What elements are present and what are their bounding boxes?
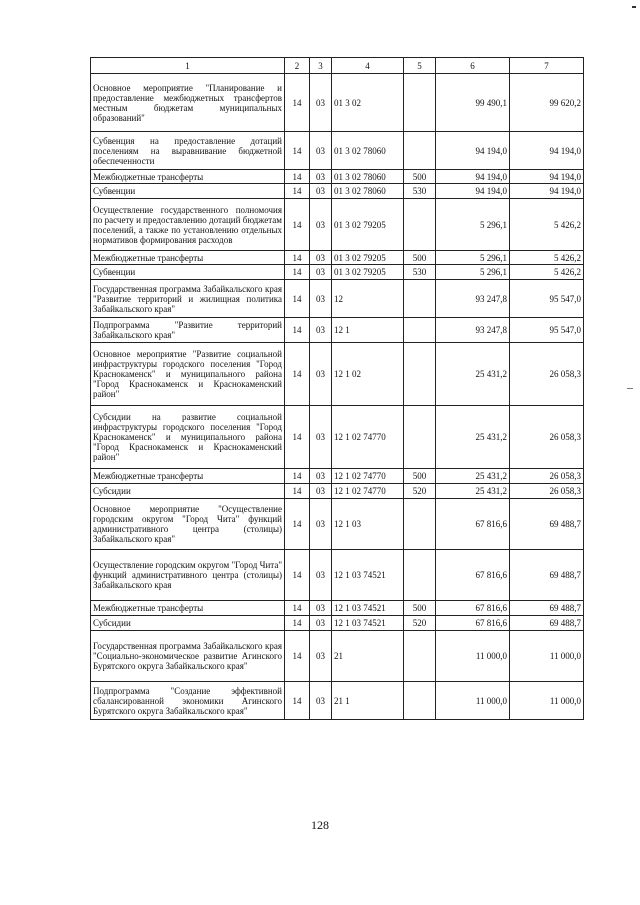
subsection-code-cell: 03 bbox=[310, 499, 332, 550]
amount-year2-cell: 26 058,3 bbox=[510, 343, 584, 406]
expense-type-cell: 530 bbox=[404, 265, 436, 280]
amount-year2-cell: 99 620,2 bbox=[510, 74, 584, 132]
target-article-cell: 12 1 03 74521 bbox=[332, 601, 404, 616]
amount-year2-cell: 69 488,7 bbox=[510, 499, 584, 550]
subsection-code-cell: 03 bbox=[310, 601, 332, 616]
section-code-cell: 14 bbox=[285, 199, 310, 251]
section-code-cell: 14 bbox=[285, 132, 310, 170]
amount-year2-cell: 5 426,2 bbox=[510, 199, 584, 251]
row-name-cell: Основное мероприятие "Планирование и предоставление межбюджетных трансфертов местным бюджетам муниципальных образований" bbox=[91, 74, 285, 132]
table-row bbox=[91, 265, 584, 280]
column-header-1: 1 bbox=[91, 58, 285, 74]
table-row bbox=[91, 170, 584, 184]
amount-year2-cell: 11 000,0 bbox=[510, 631, 584, 682]
column-header-5: 5 bbox=[404, 58, 436, 74]
table-row bbox=[91, 682, 584, 720]
target-article-cell: 12 1 02 74770 bbox=[332, 406, 404, 469]
amount-year1-cell: 5 296,1 bbox=[436, 265, 510, 280]
row-name-cell: Подпрограмма "Развитие территорий Забайкальского края" bbox=[91, 318, 285, 343]
row-name-cell: Государственная программа Забайкальского края "Развитие территорий и жилищная политика Забайкальского края" bbox=[91, 280, 285, 318]
target-article-cell: 21 1 bbox=[332, 682, 404, 720]
target-article-cell: 12 bbox=[332, 280, 404, 318]
subsection-code-cell: 03 bbox=[310, 251, 332, 265]
subsection-code-cell: 03 bbox=[310, 184, 332, 199]
amount-year2-cell: 94 194,0 bbox=[510, 132, 584, 170]
expense-type-cell: 530 bbox=[404, 184, 436, 199]
table-row bbox=[91, 343, 584, 406]
expense-type-cell bbox=[404, 280, 436, 318]
target-article-cell: 01 3 02 79205 bbox=[332, 199, 404, 251]
target-article-cell: 01 3 02 79205 bbox=[332, 251, 404, 265]
target-article-cell: 01 3 02 78060 bbox=[332, 184, 404, 199]
target-article-cell: 12 1 03 74521 bbox=[332, 616, 404, 631]
amount-year1-cell: 94 194,0 bbox=[436, 184, 510, 199]
subsection-code-cell: 03 bbox=[310, 550, 332, 601]
expense-type-cell bbox=[404, 199, 436, 251]
column-header-3: 3 bbox=[310, 58, 332, 74]
amount-year2-cell: 95 547,0 bbox=[510, 280, 584, 318]
amount-year2-cell: 5 426,2 bbox=[510, 251, 584, 265]
scan-mark bbox=[627, 388, 633, 389]
expense-type-cell bbox=[404, 406, 436, 469]
amount-year1-cell: 67 816,6 bbox=[436, 601, 510, 616]
subsection-code-cell: 03 bbox=[310, 406, 332, 469]
expense-type-cell bbox=[404, 343, 436, 406]
table-header-row bbox=[91, 58, 584, 74]
target-article-cell: 21 bbox=[332, 631, 404, 682]
amount-year1-cell: 94 194,0 bbox=[436, 170, 510, 184]
amount-year2-cell: 26 058,3 bbox=[510, 406, 584, 469]
amount-year1-cell: 25 431,2 bbox=[436, 406, 510, 469]
column-header-2: 2 bbox=[285, 58, 310, 74]
section-code-cell: 14 bbox=[285, 682, 310, 720]
expense-type-cell: 500 bbox=[404, 170, 436, 184]
amount-year1-cell: 25 431,2 bbox=[436, 469, 510, 484]
section-code-cell: 14 bbox=[285, 280, 310, 318]
row-name-cell: Межбюджетные трансферты bbox=[91, 170, 285, 184]
table-row bbox=[91, 469, 584, 484]
table-row bbox=[91, 251, 584, 265]
amount-year1-cell: 93 247,8 bbox=[436, 280, 510, 318]
section-code-cell: 14 bbox=[285, 343, 310, 406]
row-name-cell: Субсидии на развитие социальной инфраструктуры городского поселения "Город Краснокаменск" и муниципального района "Город Краснокаменск и Краснокаменский район" bbox=[91, 406, 285, 469]
target-article-cell: 01 3 02 78060 bbox=[332, 132, 404, 170]
table-row bbox=[91, 74, 584, 132]
row-name-cell: Субвенции bbox=[91, 265, 285, 280]
subsection-code-cell: 03 bbox=[310, 616, 332, 631]
row-name-cell: Субсидии bbox=[91, 616, 285, 631]
expense-type-cell bbox=[404, 631, 436, 682]
expense-type-cell: 500 bbox=[404, 469, 436, 484]
row-name-cell: Основное мероприятие "Развитие социальной инфраструктуры городского поселения "Город Краснокаменск" и муниципального района "Город Краснокаменск и Краснокаменский район" bbox=[91, 343, 285, 406]
row-name-cell: Государственная программа Забайкальского края "Социально-экономическое развитие Агинского Бурятского округа Забайкальского края" bbox=[91, 631, 285, 682]
section-code-cell: 14 bbox=[285, 616, 310, 631]
amount-year1-cell: 5 296,1 bbox=[436, 199, 510, 251]
target-article-cell: 12 1 03 74521 bbox=[332, 550, 404, 601]
expense-type-cell: 520 bbox=[404, 616, 436, 631]
subsection-code-cell: 03 bbox=[310, 682, 332, 720]
amount-year2-cell: 69 488,7 bbox=[510, 601, 584, 616]
table-row bbox=[91, 484, 584, 499]
section-code-cell: 14 bbox=[285, 631, 310, 682]
section-code-cell: 14 bbox=[285, 265, 310, 280]
row-name-cell: Подпрограмма "Создание эффективной сбалансированной экономики Агинского Бурятского округа Забайкальского края" bbox=[91, 682, 285, 720]
section-code-cell: 14 bbox=[285, 170, 310, 184]
row-name-cell: Субсидии bbox=[91, 484, 285, 499]
table-row bbox=[91, 616, 584, 631]
amount-year1-cell: 5 296,1 bbox=[436, 251, 510, 265]
table-row bbox=[91, 499, 584, 550]
target-article-cell: 12 1 03 bbox=[332, 499, 404, 550]
target-article-cell: 12 1 02 74770 bbox=[332, 484, 404, 499]
amount-year1-cell: 93 247,8 bbox=[436, 318, 510, 343]
expense-type-cell: 500 bbox=[404, 601, 436, 616]
amount-year2-cell: 5 426,2 bbox=[510, 265, 584, 280]
page-number: 128 bbox=[311, 818, 329, 832]
subsection-code-cell: 03 bbox=[310, 132, 332, 170]
amount-year2-cell: 26 058,3 bbox=[510, 469, 584, 484]
target-article-cell: 12 1 02 bbox=[332, 343, 404, 406]
table-row bbox=[91, 601, 584, 616]
row-name-cell: Осуществление государственного полномочия по расчету и предоставлению дотаций бюджетам поселений, а также по установлению отдельных нормативов формирования расходов bbox=[91, 199, 285, 251]
amount-year2-cell: 95 547,0 bbox=[510, 318, 584, 343]
subsection-code-cell: 03 bbox=[310, 484, 332, 499]
amount-year1-cell: 11 000,0 bbox=[436, 682, 510, 720]
amount-year1-cell: 67 816,6 bbox=[436, 499, 510, 550]
column-header-4: 4 bbox=[332, 58, 404, 74]
subsection-code-cell: 03 bbox=[310, 318, 332, 343]
table-row bbox=[91, 132, 584, 170]
expense-type-cell bbox=[404, 550, 436, 601]
table-row bbox=[91, 550, 584, 601]
section-code-cell: 14 bbox=[285, 499, 310, 550]
amount-year1-cell: 25 431,2 bbox=[436, 343, 510, 406]
column-header-6: 6 bbox=[436, 58, 510, 74]
budget-table bbox=[90, 57, 584, 720]
row-name-cell: Основное мероприятие "Осуществление городским округом "Город Чита" функций административного центра (столицы) Забайкальского края" bbox=[91, 499, 285, 550]
table-row bbox=[91, 318, 584, 343]
target-article-cell: 12 1 02 74770 bbox=[332, 469, 404, 484]
expense-type-cell: 520 bbox=[404, 484, 436, 499]
target-article-cell: 12 1 bbox=[332, 318, 404, 343]
expense-type-cell: 500 bbox=[404, 251, 436, 265]
amount-year2-cell: 11 000,0 bbox=[510, 682, 584, 720]
table-row bbox=[91, 631, 584, 682]
expense-type-cell bbox=[404, 132, 436, 170]
table-row bbox=[91, 184, 584, 199]
expense-type-cell bbox=[404, 499, 436, 550]
table-row bbox=[91, 199, 584, 251]
amount-year2-cell: 69 488,7 bbox=[510, 550, 584, 601]
amount-year2-cell: 26 058,3 bbox=[510, 484, 584, 499]
subsection-code-cell: 03 bbox=[310, 631, 332, 682]
section-code-cell: 14 bbox=[285, 550, 310, 601]
row-name-cell: Субвенции bbox=[91, 184, 285, 199]
section-code-cell: 14 bbox=[285, 406, 310, 469]
row-name-cell: Межбюджетные трансферты bbox=[91, 601, 285, 616]
section-code-cell: 14 bbox=[285, 469, 310, 484]
amount-year2-cell: 69 488,7 bbox=[510, 616, 584, 631]
target-article-cell: 01 3 02 78060 bbox=[332, 170, 404, 184]
section-code-cell: 14 bbox=[285, 184, 310, 199]
target-article-cell: 01 3 02 79205 bbox=[332, 265, 404, 280]
target-article-cell: 01 3 02 bbox=[332, 74, 404, 132]
amount-year1-cell: 67 816,6 bbox=[436, 616, 510, 631]
section-code-cell: 14 bbox=[285, 484, 310, 499]
section-code-cell: 14 bbox=[285, 601, 310, 616]
column-header-7: 7 bbox=[510, 58, 584, 74]
row-name-cell: Межбюджетные трансферты bbox=[91, 469, 285, 484]
amount-year1-cell: 25 431,2 bbox=[436, 484, 510, 499]
expense-type-cell bbox=[404, 682, 436, 720]
subsection-code-cell: 03 bbox=[310, 343, 332, 406]
subsection-code-cell: 03 bbox=[310, 170, 332, 184]
table-row bbox=[91, 280, 584, 318]
amount-year1-cell: 67 816,6 bbox=[436, 550, 510, 601]
expense-type-cell bbox=[404, 74, 436, 132]
amount-year2-cell: 94 194,0 bbox=[510, 170, 584, 184]
row-name-cell: Субвенция на предоставление дотаций поселениям на выравнивание бюджетной обеспеченности bbox=[91, 132, 285, 170]
subsection-code-cell: 03 bbox=[310, 265, 332, 280]
amount-year1-cell: 94 194,0 bbox=[436, 132, 510, 170]
subsection-code-cell: 03 bbox=[310, 469, 332, 484]
subsection-code-cell: 03 bbox=[310, 74, 332, 132]
table-body bbox=[91, 74, 584, 720]
row-name-cell: Межбюджетные трансферты bbox=[91, 251, 285, 265]
scan-mark bbox=[632, 6, 636, 8]
section-code-cell: 14 bbox=[285, 318, 310, 343]
subsection-code-cell: 03 bbox=[310, 199, 332, 251]
section-code-cell: 14 bbox=[285, 74, 310, 132]
expense-type-cell bbox=[404, 318, 436, 343]
amount-year2-cell: 94 194,0 bbox=[510, 184, 584, 199]
section-code-cell: 14 bbox=[285, 251, 310, 265]
row-name-cell: Осуществление городским округом "Город Чита" функций административного центра (столицы) Забайкальского края bbox=[91, 550, 285, 601]
amount-year1-cell: 11 000,0 bbox=[436, 631, 510, 682]
amount-year1-cell: 99 490,1 bbox=[436, 74, 510, 132]
subsection-code-cell: 03 bbox=[310, 280, 332, 318]
table-row bbox=[91, 406, 584, 469]
